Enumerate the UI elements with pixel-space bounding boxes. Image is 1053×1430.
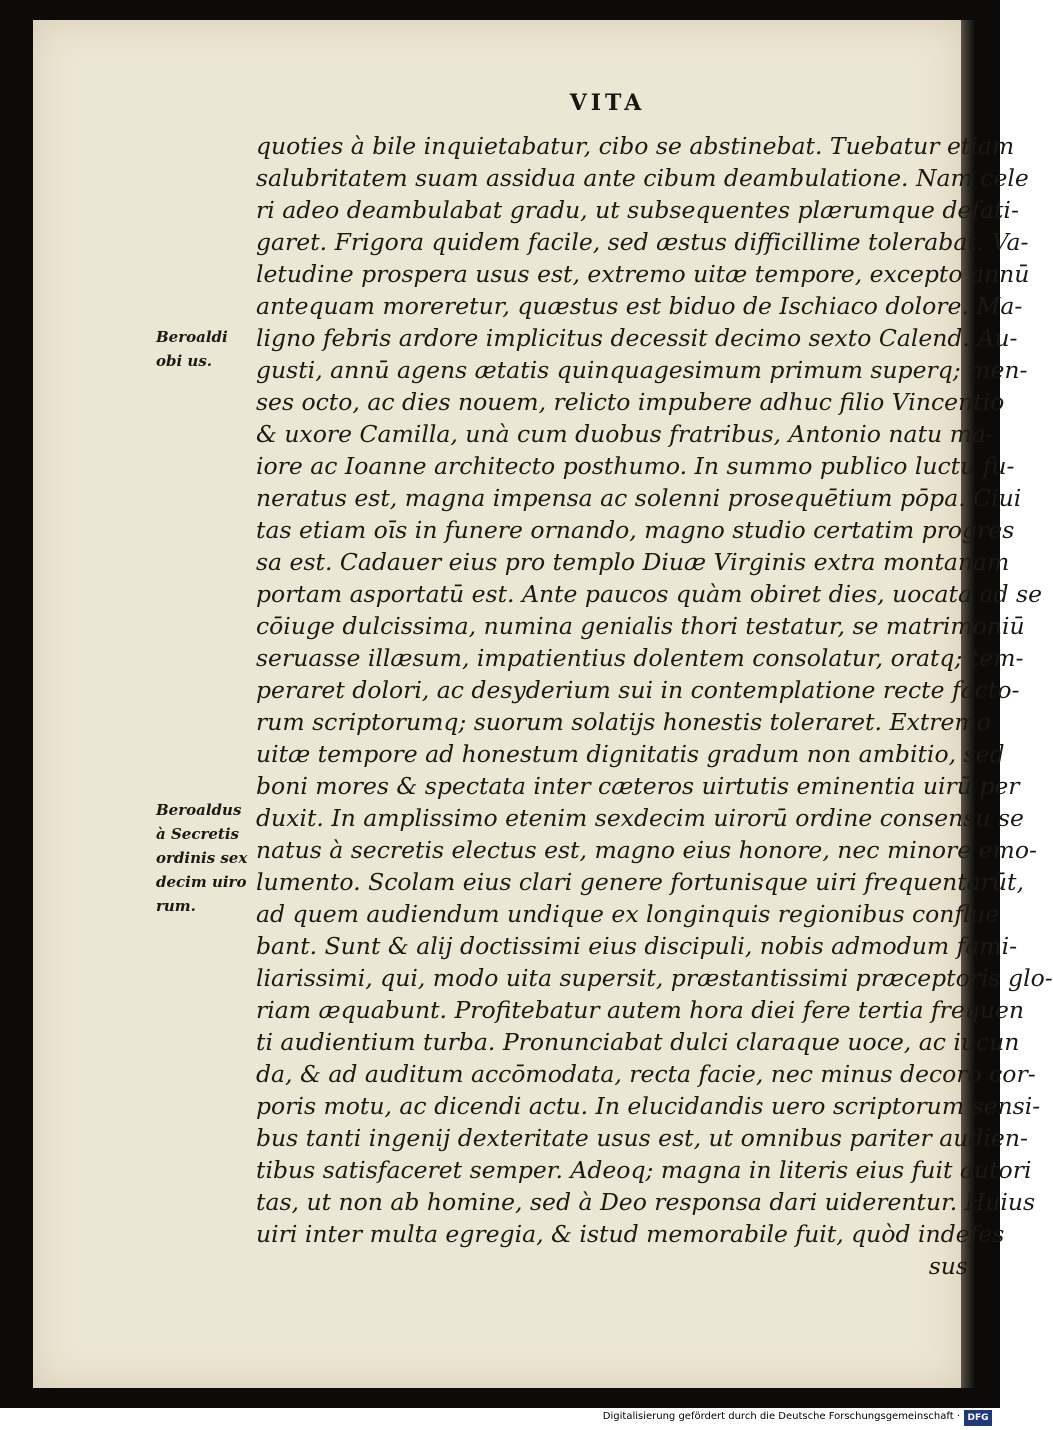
text-line: antequam moreretur, quæstus est biduo de Ischiaco dolore. Ma-: [256, 292, 1023, 320]
text-line: ligno febris ardore implicitus decessit decimo sexto Calend. Au-: [256, 324, 1018, 352]
text-line: & uxore Camilla, unà cum duobus fratribus, Antonio natu ma-: [256, 420, 994, 448]
marginal-note-line: obi us.: [156, 352, 212, 370]
body-text: [256, 130, 1053, 1282]
text-line: da, & ad auditum accōmodata, recta facie, nec minus decoro cor-: [256, 1060, 1036, 1088]
marginal-note-line: ordinis sex: [156, 849, 248, 867]
text-line: duxit. In amplissimo etenim sexdecim uirorū ordine consensu se: [256, 804, 1024, 832]
text-line: gusti, annū agens ætatis quinquagesimum primum superq; men-: [256, 356, 1028, 384]
text-line: tas, ut non ab homine, sed à Deo responsa dari uiderentur. Huius: [256, 1188, 1036, 1216]
text-line: sa est. Cadauer eius pro templo Diuæ Virginis extra montanam: [256, 548, 1010, 576]
text-line: sus: [928, 1252, 968, 1280]
text-line: tas etiam oīs in funere ornando, magno studio certatim progres: [256, 516, 1015, 544]
text-line: cōiuge dulcissima, numina genialis thori testatur, se matrimoniū: [256, 612, 1025, 640]
text-line: neratus est, magna impensa ac solenni prosequētium pōpa. Ciui: [256, 484, 1022, 512]
text-line: bus tanti ingenij dexteritate usus est, ut omnibus pariter audien-: [256, 1124, 1028, 1152]
marginal-note-death: [156, 325, 256, 373]
text-line: tibus satisfaceret semper. Adeoq; magna in literis eius fuit autori: [256, 1156, 1032, 1184]
marginal-note-secretary: [156, 798, 256, 918]
text-line: riam æquabunt. Profitebatur autem hora diei fere tertia frequen: [256, 996, 1025, 1024]
footer-bar: [0, 1408, 1000, 1430]
marginal-note-line: Beroaldus: [156, 801, 242, 819]
text-line: salubritatem suam assidua ante cibum deambulatione. Nam cele: [256, 164, 1029, 192]
text-line: ti audientium turba. Pronunciabat dulci claraque uoce, ac iucun: [256, 1028, 1020, 1056]
text-line: boni mores & spectata inter cæteros uirtutis eminentia uirū per: [256, 772, 1020, 800]
text-line: peraret dolori, ac desyderium sui in contemplatione recte facto-: [256, 676, 1020, 704]
text-line: quoties à bile inquietabatur, cibo se abstinebat. Tuebatur etiam: [256, 132, 1015, 160]
text-line: garet. Frigora quidem facile, sed æstus difficillime tolerabat. Va-: [256, 228, 1029, 256]
marginal-note-line: rum.: [156, 897, 196, 915]
running-head: VITA: [569, 90, 646, 116]
text-line: ses octo, ac dies nouem, relicto impubere adhuc filio Vincentio: [256, 388, 1005, 416]
text-line: seruasse illæsum, impatientius dolentem consolatur, oratq; tem-: [256, 644, 1024, 672]
text-line: portam asportatū est. Ante paucos quàm obiret dies, uocata ad se: [256, 580, 1042, 608]
text-line: ad quem audiendum undique ex longinquis regionibus conflue: [256, 900, 1000, 928]
marginal-note-line: à Secretis: [156, 825, 239, 843]
marginal-note-line: decim uiro: [156, 873, 247, 891]
text-line: uitæ tempore ad honestum dignitatis gradum non ambitio, sed: [256, 740, 1005, 768]
text-line: letudine prospera usus est, extremo uitæ tempore, excepto annū: [256, 260, 1030, 288]
text-line: iore ac Ioanne architecto posthumo. In summo publico luctu fu-: [256, 452, 1015, 480]
text-line: uiri inter multa egregia, & istud memorabile fuit, quòd indefes: [256, 1220, 1005, 1248]
text-line: liarissimi, qui, modo uita supersit, præstantissimi præceptoris glo-: [256, 964, 1053, 992]
dfg-logo: DFG: [964, 1410, 992, 1426]
marginal-note-line: Beroaldi: [156, 328, 228, 346]
funding-credit: Digitalisierung gefördert durch die Deutsche Forschungsgemeinschaft ·: [602, 1411, 960, 1422]
text-line: poris motu, ac dicendi actu. In elucidandis uero scriptorum sensi-: [256, 1092, 1041, 1120]
text-line: natus à secretis electus est, magno eius honore, nec minore emo-: [256, 836, 1037, 864]
text-line: rum scriptorumq; suorum solatijs honestis toleraret. Extremo: [256, 708, 991, 736]
text-line: bant. Sunt & alij doctissimi eius discipuli, nobis admodum fami-: [256, 932, 1018, 960]
text-line: ri adeo deambulabat gradu, ut subsequentes plærumque defati-: [256, 196, 1019, 224]
text-line: lumento. Scolam eius clari genere fortunisque uiri frequentarūt,: [256, 868, 1024, 896]
